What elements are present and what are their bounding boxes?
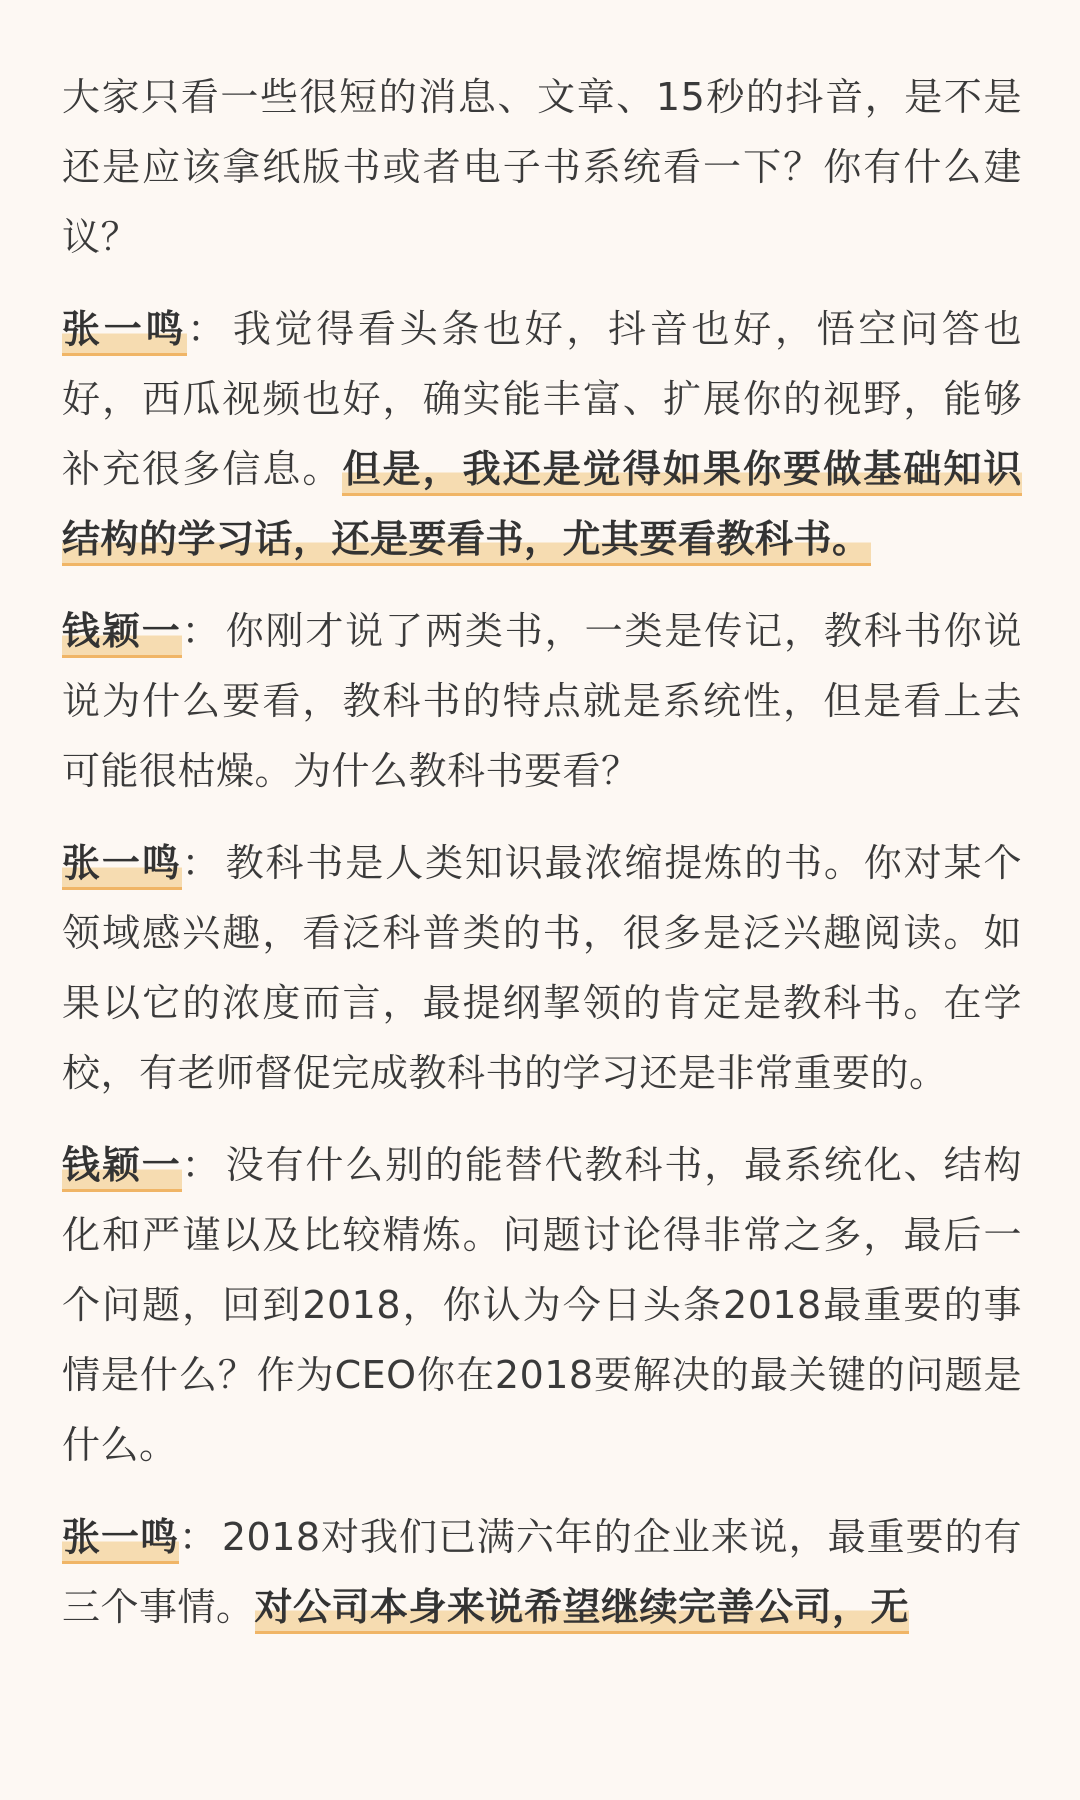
speaker-name: 钱颖一 [62,609,182,658]
speaker-colon: ： [181,609,222,653]
paragraph-question [62,596,1022,806]
speaker-colon: ： [181,1143,222,1187]
speaker-name: 钱颖一 [62,1143,182,1192]
paragraph-question [62,62,1022,272]
highlighted-text: 对公司本身来说希望继续完善公司，无 [255,1585,910,1634]
paragraph-text: 我觉得看头条也好，抖音也好，悟空问答也好，西瓜视频也好，确实能丰富、扩展你的视野，能够补充很多信息。 [62,307,1022,491]
paragraph-text: 教科书是人类知识最浓缩提炼的书。你对某个领域感兴趣，看泛科普类的书，很多是泛兴趣阅读。如果以它的浓度而言，最提纲挈领的肯定是教科书。在学校，有老师督促完成教科书的学习还是非常重要的。 [62,841,1022,1095]
paragraph-text: 你刚才说了两类书，一类是传记，教科书你说说为什么要看，教科书的特点就是系统性，但是看上去可能很枯燥。为什么教科书要看？ [62,609,1022,793]
paragraph-text: 2018对我们已满六年的企业来说，最重要的有三个事情。 [62,1515,1022,1629]
paragraph-text: 大家只看一些很短的消息、文章、15秒的抖音，是不是还是应该拿纸版书或者电子书系统看一下？你有什么建议？ [62,75,1022,259]
paragraph-question [62,1130,1022,1480]
paragraph-text: 没有什么别的能替代教科书，最系统化、结构化和严谨以及比较精炼。问题讨论得非常之多，最后一个问题，回到2018，你认为今日头条2018最重要的事情是什么？作为CEO你在2018要解决的最关键的问题是什么。 [62,1143,1022,1467]
speaker-name: 张一鸣 [62,841,182,890]
highlighted-text: 但是，我还是觉得如果你要做基础知识结构的学习话，还是要看书，尤其要看教科书。 [62,447,1022,566]
speaker-name: 张一鸣 [62,307,187,356]
article-body [62,62,1022,1664]
speaker-name: 张一鸣 [62,1515,179,1564]
paragraph-answer [62,294,1022,574]
paragraph-answer [62,1502,1022,1642]
speaker-colon: ： [181,841,222,885]
paragraph-answer [62,828,1022,1108]
speaker-colon: ： [187,307,229,351]
speaker-colon: ： [178,1515,218,1559]
